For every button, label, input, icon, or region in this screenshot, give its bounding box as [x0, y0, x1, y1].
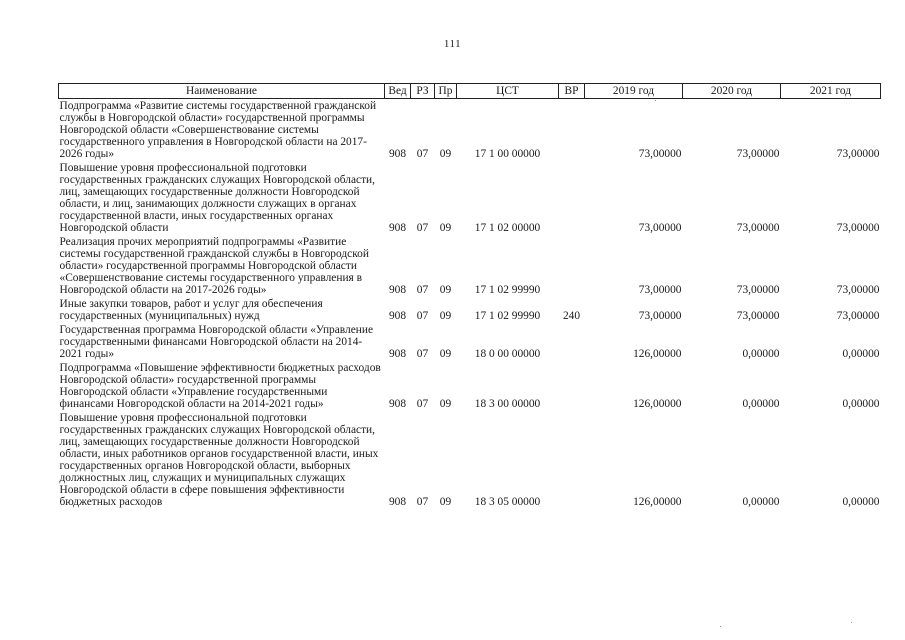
row-pr: 09: [439, 398, 452, 410]
row-2020: 73,00000: [736, 284, 780, 296]
row-name: Подпрограмма «Развитие системы государственной гражданской службы в Новгородской области» государственной программы Новгородской области «Совершенствование системы государственного управления в Новгородской области на 2017-2026 годы»: [59, 100, 377, 160]
table-row: [59, 297, 881, 323]
col-header-2019: 2019 год: [585, 84, 683, 99]
row-rz: 07: [416, 222, 429, 234]
row-cst: 18 3 00 00000: [474, 398, 541, 410]
row-vr: [559, 361, 585, 411]
row-2020: 73,00000: [736, 310, 780, 322]
row-pr: 09: [439, 310, 452, 322]
row-rz: 07: [416, 496, 429, 508]
row-cst: 17 1 02 00000: [474, 222, 541, 234]
row-name: Подпрограмма «Повышение эффективности бюджетных расходов Новгородской области» государственной программы Новгородской области «Управление государственными финансами Новгородской области на 2014-2021 годы»: [59, 362, 381, 410]
row-vr: [559, 235, 585, 297]
row-2020: 0,00000: [742, 348, 780, 360]
row-2021: 0,00000: [842, 348, 880, 360]
col-header-rz: РЗ: [411, 84, 435, 99]
row-name: Реализация прочих мероприятий подпрограммы «Развитие системы государственной гражданской службы в Новгородской области» государственной программы Новгородской области «Совершенствование системы государственного управления в Новгородской области на 2017-2026 годы»: [59, 236, 369, 296]
row-2020: 73,00000: [736, 148, 780, 160]
row-rz: 07: [416, 148, 429, 160]
row-cst: 17 1 02 99990: [474, 284, 541, 296]
row-pr: 09: [439, 496, 452, 508]
col-header-2020: 2020 год: [683, 84, 781, 99]
row-ved: 908: [388, 222, 407, 234]
page-number: 111: [443, 38, 462, 50]
table-row: [59, 411, 881, 509]
row-2019: 73,00000: [638, 284, 682, 296]
row-rz: 07: [416, 348, 429, 360]
row-2021: 73,00000: [836, 284, 880, 296]
row-name: Повышение уровня профессиональной подготовки государственных гражданских служащих Новгородской области, лиц, замещающих государственные должности Новгородской области, иных работников органов государственной власти, иных государственных органов Новгородской области, выборных должностных лиц, служащих и муниципальных служащих Новгородской области в сфере повышения эффективности бюджетных расходов: [59, 412, 379, 508]
table-row: [59, 161, 881, 235]
row-name: Повышение уровня профессиональной подготовки государственных гражданских служащих Новгородской области, лиц, замещающих государственные должности Новгородской области, и лиц, занимающих должности служащих в органах государственной власти, иных государственных органах Новгородской области: [59, 162, 375, 234]
row-2020: 0,00000: [742, 398, 780, 410]
row-ved: 908: [388, 148, 407, 160]
row-vr: [559, 161, 585, 235]
row-ved: 908: [388, 496, 407, 508]
row-2020: 73,00000: [736, 222, 780, 234]
row-ved: 908: [388, 398, 407, 410]
table-row: [59, 235, 881, 297]
col-header-name: Наименование: [59, 84, 385, 99]
budget-table: [58, 83, 881, 509]
row-cst: 17 1 02 99990: [474, 310, 541, 322]
table-row: [59, 323, 881, 361]
row-2019: 126,00000: [633, 398, 682, 410]
table-row: [59, 99, 881, 162]
scan-speck: [720, 626, 721, 627]
row-vr: 240: [562, 310, 581, 322]
row-pr: 09: [439, 222, 452, 234]
row-pr: 09: [439, 148, 452, 160]
row-ved: 908: [388, 284, 407, 296]
table-row: [59, 361, 881, 411]
row-rz: 07: [416, 284, 429, 296]
row-pr: 09: [439, 348, 452, 360]
row-name: Иные закупки товаров, работ и услуг для обеспечения государственных (муниципальных) нужд: [59, 298, 323, 322]
row-2019: 73,00000: [638, 310, 682, 322]
row-2021: 73,00000: [836, 148, 880, 160]
row-2020: 0,00000: [742, 496, 780, 508]
row-pr: 09: [439, 284, 452, 296]
scan-speck: [655, 100, 656, 101]
row-cst: 18 3 05 00000: [474, 496, 541, 508]
row-2021: 0,00000: [842, 496, 880, 508]
row-ved: 908: [388, 310, 407, 322]
row-vr: [559, 99, 585, 162]
row-2019: 126,00000: [633, 496, 682, 508]
row-rz: 07: [416, 398, 429, 410]
row-2021: 0,00000: [842, 398, 880, 410]
row-ved: 908: [388, 348, 407, 360]
row-cst: 17 1 00 00000: [474, 148, 541, 160]
col-header-vr: ВР: [559, 84, 585, 99]
row-2019: 73,00000: [638, 148, 682, 160]
row-2021: 73,00000: [836, 222, 880, 234]
row-2019: 126,00000: [633, 348, 682, 360]
col-header-2021: 2021 год: [781, 84, 881, 99]
col-header-pr: Пр: [435, 84, 457, 99]
row-rz: 07: [416, 310, 429, 322]
row-cst: 18 0 00 00000: [474, 348, 541, 360]
row-vr: [559, 323, 585, 361]
row-vr: [559, 411, 585, 509]
row-2019: 73,00000: [638, 222, 682, 234]
scan-speck: [851, 622, 852, 623]
row-2021: 73,00000: [836, 310, 880, 322]
row-name: Государственная программа Новгородской области «Управление государственными финансами Новгородской области на 2014-2021 годы»: [59, 324, 374, 360]
col-header-ved: Вед: [385, 84, 411, 99]
col-header-cst: ЦСТ: [457, 84, 559, 99]
table-header-row: [59, 84, 881, 99]
